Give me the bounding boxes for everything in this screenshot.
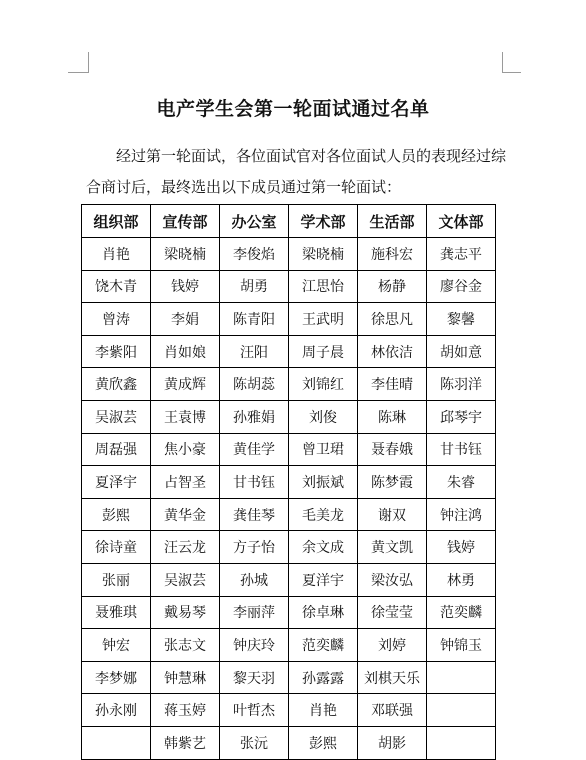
table-cell: 施科宏 [358, 238, 427, 271]
table-row [82, 400, 496, 433]
table-cell: 方子怡 [220, 531, 289, 564]
header-arts-sports-dept: 文体部 [427, 205, 496, 238]
table-cell: 刘婷 [358, 629, 427, 662]
table-cell: 彭熙 [82, 498, 151, 531]
table-cell: 黄华金 [151, 498, 220, 531]
table-cell: 廖谷金 [427, 270, 496, 303]
table-cell: 梁汝弘 [358, 563, 427, 596]
table-cell: 杨静 [358, 270, 427, 303]
table-cell: 钟慧琳 [151, 661, 220, 694]
table-cell: 刘棋天乐 [358, 661, 427, 694]
table-cell: 徐诗童 [82, 531, 151, 564]
table-cell: 黎天羽 [220, 661, 289, 694]
table-cell: 聂雅琪 [82, 596, 151, 629]
table-cell [427, 694, 496, 727]
table-row [82, 726, 496, 759]
table-row [82, 335, 496, 368]
table-cell: 林依洁 [358, 335, 427, 368]
table-cell: 彭熙 [289, 726, 358, 759]
table-row [82, 661, 496, 694]
table-cell: 周子晨 [289, 335, 358, 368]
table-cell: 钱婷 [427, 531, 496, 564]
table-cell: 孙露露 [289, 661, 358, 694]
table-row [82, 368, 496, 401]
document-title: 电产学生会第一轮面试通过名单 [156, 98, 430, 120]
table-cell: 邱琴宇 [427, 400, 496, 433]
table-row [82, 433, 496, 466]
table-header-row [82, 205, 496, 238]
table-cell [427, 661, 496, 694]
table-cell: 吴淑芸 [82, 400, 151, 433]
table-cell: 曾涛 [82, 303, 151, 336]
table-cell: 钟注鸿 [427, 498, 496, 531]
table-cell: 占智圣 [151, 466, 220, 499]
table-row [82, 238, 496, 271]
table-cell: 钟宏 [82, 629, 151, 662]
table-cell: 刘振斌 [289, 466, 358, 499]
table-cell: 张沅 [220, 726, 289, 759]
table-row [82, 694, 496, 727]
table-cell: 陈胡蕊 [220, 368, 289, 401]
table-cell: 夏洋宇 [289, 563, 358, 596]
table-cell: 刘俊 [289, 400, 358, 433]
page-corner-mark-top-left [68, 52, 89, 73]
table-cell: 汪阳 [220, 335, 289, 368]
table-cell: 孙永刚 [82, 694, 151, 727]
intro-paragraph: 经过第一轮面试，各位面试官对各位面试人员的表现经过综合商讨后，最终选出以下成员通过第一轮面试： [86, 147, 507, 196]
table-cell: 谢双 [358, 498, 427, 531]
table-cell: 余文成 [289, 531, 358, 564]
table-cell: 李紫阳 [82, 335, 151, 368]
table-cell: 李丽萍 [220, 596, 289, 629]
table-cell: 陈梦霞 [358, 466, 427, 499]
roster-table [81, 204, 496, 760]
header-organization-dept: 组织部 [82, 205, 151, 238]
table-cell: 曾卫珺 [289, 433, 358, 466]
table-cell: 焦小豪 [151, 433, 220, 466]
table-cell: 孙雅娟 [220, 400, 289, 433]
table-cell [427, 726, 496, 759]
table-cell: 张丽 [82, 563, 151, 596]
table-cell: 李娟 [151, 303, 220, 336]
table-cell: 叶哲杰 [220, 694, 289, 727]
table-cell: 吴淑芸 [151, 563, 220, 596]
table-cell: 王袁博 [151, 400, 220, 433]
table-cell: 孙城 [220, 563, 289, 596]
table-cell: 梁晓楠 [151, 238, 220, 271]
table-cell: 李佳晴 [358, 368, 427, 401]
table-cell: 钱婷 [151, 270, 220, 303]
header-life-dept: 生活部 [358, 205, 427, 238]
table-cell: 蒋玉婷 [151, 694, 220, 727]
table-cell: 黄成辉 [151, 368, 220, 401]
table-cell: 黄文凯 [358, 531, 427, 564]
table-row [82, 270, 496, 303]
table-cell: 刘锦红 [289, 368, 358, 401]
table-cell: 毛美龙 [289, 498, 358, 531]
table-cell: 甘书钰 [220, 466, 289, 499]
table-cell: 江思怡 [289, 270, 358, 303]
table-cell: 聂春娥 [358, 433, 427, 466]
page-corner-mark-top-right [502, 52, 521, 73]
table-cell: 周磊强 [82, 433, 151, 466]
table-cell: 梁晓楠 [289, 238, 358, 271]
table-cell [82, 726, 151, 759]
table-cell: 陈青阳 [220, 303, 289, 336]
table-row [82, 303, 496, 336]
table-cell: 黎馨 [427, 303, 496, 336]
table-cell: 陈琳 [358, 400, 427, 433]
table-cell: 夏泽宇 [82, 466, 151, 499]
table-cell: 甘书钰 [427, 433, 496, 466]
table-cell: 林勇 [427, 563, 496, 596]
table-cell: 范奕麟 [427, 596, 496, 629]
table-cell: 李俊焰 [220, 238, 289, 271]
table-row [82, 563, 496, 596]
table-row [82, 466, 496, 499]
table-cell: 戴易琴 [151, 596, 220, 629]
table-cell: 黄欣鑫 [82, 368, 151, 401]
table-cell: 胡勇 [220, 270, 289, 303]
table-cell: 饶木青 [82, 270, 151, 303]
table-row [82, 498, 496, 531]
table-cell: 王武明 [289, 303, 358, 336]
table-cell: 肖如娘 [151, 335, 220, 368]
table-cell: 徐思凡 [358, 303, 427, 336]
table-cell: 钟锦玉 [427, 629, 496, 662]
table-row [82, 531, 496, 564]
table-cell: 黄佳学 [220, 433, 289, 466]
table-cell: 徐卓琳 [289, 596, 358, 629]
table-cell: 范奕麟 [289, 629, 358, 662]
table-cell: 胡影 [358, 726, 427, 759]
table-cell: 张志文 [151, 629, 220, 662]
header-office: 办公室 [220, 205, 289, 238]
table-cell: 邓联强 [358, 694, 427, 727]
table-body [82, 238, 496, 760]
table-cell: 朱睿 [427, 466, 496, 499]
header-academic-dept: 学术部 [289, 205, 358, 238]
table-cell: 徐莹莹 [358, 596, 427, 629]
table-cell: 龚志平 [427, 238, 496, 271]
table-cell: 陈羽洋 [427, 368, 496, 401]
table-cell: 肖艳 [289, 694, 358, 727]
table-row [82, 596, 496, 629]
table-row [82, 629, 496, 662]
header-publicity-dept: 宣传部 [151, 205, 220, 238]
table-cell: 肖艳 [82, 238, 151, 271]
table-cell: 龚佳琴 [220, 498, 289, 531]
table-cell: 李梦娜 [82, 661, 151, 694]
table-cell: 韩紫艺 [151, 726, 220, 759]
table-cell: 胡如意 [427, 335, 496, 368]
table-cell: 钟庆玲 [220, 629, 289, 662]
table-cell: 汪云龙 [151, 531, 220, 564]
